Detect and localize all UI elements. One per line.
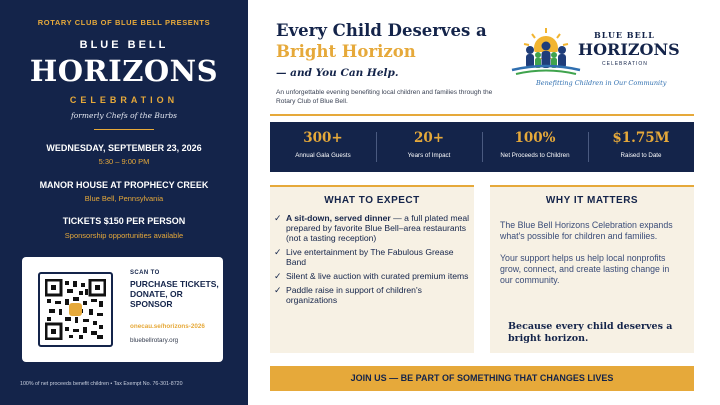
logo-main-text: HORIZONS (578, 40, 680, 59)
stat-proceeds (482, 122, 588, 172)
formerly-text: formerly Chefs of the Burbs (71, 111, 177, 120)
scan-purpose: PURCHASE TICKETS, DONATE, OR SPONSOR (130, 279, 219, 309)
stat-label: Annual Gala Guests (295, 152, 351, 159)
stat-years (376, 122, 482, 172)
logo-tagline: Benefitting Children in Our Community (536, 79, 667, 87)
list-item (274, 247, 474, 267)
header-divider (270, 114, 694, 116)
presenter-text: ROTARY CLUB OF BLUE BELL PRESENTS (37, 18, 211, 27)
event-date: WEDNESDAY, SEPTEMBER 23, 2026 (46, 143, 202, 153)
intro-text: An unforgettable evening benefiting local children and families through the Rotary Club of Blue Bell. (276, 89, 493, 105)
checkmark-icon: ✓ (274, 213, 282, 223)
stat-label: Net Proceeds to Children (500, 152, 570, 159)
list-item (274, 285, 474, 305)
donation-link[interactable]: onecau.se/horizons-2026 (130, 323, 205, 330)
event-time: 5:30 – 9:00 PM (98, 157, 150, 166)
why-it-matters-card (490, 185, 694, 353)
event-name-sub: CELEBRATION (69, 95, 179, 105)
event-venue: MANOR HOUSE AT PROPHECY CREEK (39, 180, 209, 190)
join-us-banner[interactable]: JOIN US — BE PART OF SOMETHING THAT CHANGES LIVES (270, 366, 694, 391)
headline-line-2: Bright Horizon (276, 42, 416, 61)
closing-statement: Because every child deserves a bright horizon. (508, 321, 673, 344)
card-title: WHAT TO EXPECT (324, 195, 420, 206)
stat-label: Years of Impact (407, 152, 451, 159)
why-paragraph-1: The Blue Bell Horizons Celebration expands what's possible for children and families. (500, 220, 673, 241)
item-text: Live entertainment by The Fabulous Grease Band (286, 247, 454, 267)
stat-value: 20+ (413, 130, 445, 146)
footnote: 100% of net proceeds benefit children • Tax Exempt No. 76-301-8720 (20, 381, 183, 387)
horizons-logo (506, 24, 696, 94)
stat-value: $1.75M (612, 130, 670, 146)
event-city: Blue Bell, Pennsylvania (84, 194, 164, 203)
stat-guests (270, 122, 376, 172)
checkmark-icon: ✓ (274, 285, 282, 295)
ticket-price: TICKETS $150 PER PERSON (62, 216, 186, 226)
stat-value: 300+ (303, 130, 343, 146)
sunrise-family-icon (506, 24, 586, 78)
event-name-main: HORIZONS (29, 54, 219, 88)
logo-top-text: BLUE BELL (594, 30, 655, 40)
event-name-top: BLUE BELL (79, 39, 169, 51)
logo-sub-text: CELEBRATION (602, 61, 648, 67)
headline-line-3: — and You Can Help. (276, 67, 399, 79)
card-title: WHY IT MATTERS (545, 195, 639, 206)
checkmark-icon: ✓ (274, 271, 282, 281)
checkmark-icon: ✓ (274, 247, 282, 257)
stat-value: 100% (514, 130, 556, 146)
item-text: — a full plated meal prepared by favorite Blue Bell–area restaurants (not a tasting reception) (286, 213, 470, 243)
qr-card (22, 257, 223, 362)
item-bold: A sit-down, served dinner (286, 213, 391, 223)
divider (94, 129, 154, 130)
scan-label: SCAN TO (130, 270, 160, 276)
website-link[interactable]: bluebellrotary.org (130, 337, 179, 344)
item-text: Silent & live auction with curated premium items (286, 271, 469, 281)
item-text: Paddle raise in support of children's organizations (286, 285, 422, 305)
sponsorship-note: Sponsorship opportunities available (64, 231, 184, 240)
qr-code-icon (45, 279, 106, 340)
stats-bar (270, 122, 694, 172)
list-item (274, 271, 474, 281)
qr-code[interactable] (38, 272, 113, 347)
stat-label: Raised to Date (620, 152, 662, 159)
event-panel (0, 0, 248, 405)
list-item (274, 213, 474, 243)
stat-raised (588, 122, 694, 172)
what-to-expect-card (270, 185, 474, 353)
headline-line-1: Every Child Deserves a (276, 21, 487, 40)
expect-list (274, 213, 474, 305)
why-paragraph-2: Your support helps us help local nonprofits grow, connect, and create lasting change in our community. (500, 253, 670, 285)
